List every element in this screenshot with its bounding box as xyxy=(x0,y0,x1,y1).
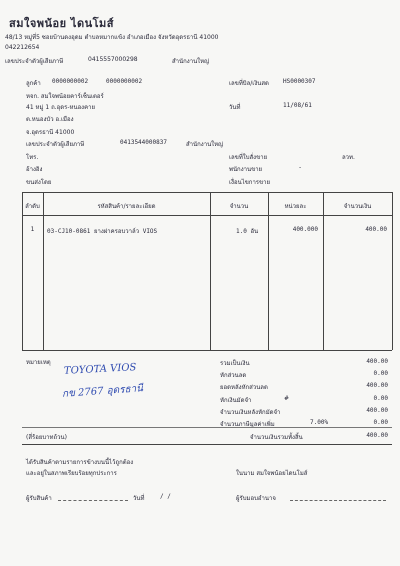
doc-date: 11/08/61 xyxy=(283,102,312,109)
customer-addr-2: ต.หนองบัว อ.เมือง xyxy=(26,116,74,123)
after-discount-value: 400.00 xyxy=(366,382,388,389)
row-no: 1 xyxy=(30,226,35,233)
handwritten-note-plate: กข 2767 อุดรธานี xyxy=(61,383,144,400)
customer-name: หจก. สมใจพน้อยคาร์เซ็นเตอร์ xyxy=(26,93,104,100)
vat-label: จำนวนภาษีมูลค่าเพิ่ม xyxy=(220,421,275,428)
row-unit: 400.000 xyxy=(292,226,318,233)
grand-total-value: 400.00 xyxy=(366,432,388,439)
discount-label: หักส่วนลด xyxy=(220,372,247,379)
doc-seller-no-value: ลวท. xyxy=(342,154,355,161)
row-desc: 03-CJ10-0861 ยางฝาครอบวาล์ว VIOS xyxy=(47,228,158,235)
total-label: รวมเป็นเงิน xyxy=(220,360,250,367)
header-unit: หน่วยละ xyxy=(284,203,307,210)
authorized-label: ผู้รับมอบอำนาจ xyxy=(236,495,276,502)
customer-ship-label: ขนส่งโดย xyxy=(26,179,52,186)
company-name: สมใจพน้อย ไดนโมส์ xyxy=(9,17,115,30)
doc-date-label: วันที่ xyxy=(229,104,241,111)
header-amount: จำนวนเงิน xyxy=(343,203,372,210)
customer-branch: สำนักงานใหญ่ xyxy=(186,141,224,148)
doc-salesman-label: พนักงานขาย xyxy=(229,166,263,173)
row-qty: 1.0 อัน xyxy=(236,228,259,235)
receive-date-value: / / xyxy=(160,493,171,500)
note-label: หมายเหตุ xyxy=(26,359,51,366)
deposit-hash: # xyxy=(284,395,290,402)
vat-value: 0.00 xyxy=(373,419,388,426)
doc-number-label: เลขที่บิล/เงินสด xyxy=(229,80,269,87)
after-discount-label: ยอดหลังหักส่วนลด xyxy=(220,384,268,391)
customer-addr-3: จ.อุดรธานี 41000 xyxy=(26,129,75,136)
company-phone: 042212654 xyxy=(5,44,40,51)
amount-in-words: (สี่ร้อยบาทถ้วน) xyxy=(26,434,67,441)
customer-addr-1: 41 หมู่ 1 ถ.อุดร-หนองคาย xyxy=(26,104,95,111)
doc-number: HS0000307 xyxy=(283,78,316,85)
company-tax-label: เลขประจำตัวผู้เสียภาษี xyxy=(5,58,64,65)
customer-ref-label: อ้างอิง xyxy=(26,166,43,173)
customer-tel-label: โทร. xyxy=(26,154,39,161)
doc-terms-label: เงื่อนไขการขาย xyxy=(229,179,271,186)
discount-value: 0.00 xyxy=(373,370,388,377)
header-desc: รหัสสินค้า/รายละเอียด xyxy=(97,203,156,210)
after-deposit-value: 400.00 xyxy=(366,407,388,414)
handwritten-note-model: TOYOTA VIOS xyxy=(63,362,137,377)
customer-code-label: ลูกค้า xyxy=(26,80,41,87)
total-value: 400.00 xyxy=(366,358,388,365)
company-tax-id: 0415557000298 xyxy=(88,56,138,63)
company-branch: สำนักงานใหญ่ xyxy=(172,58,210,65)
receipt-text-2: และอยู่ในสภาพเรียบร้อยทุกประการ xyxy=(26,470,117,477)
doc-salesman-value: - xyxy=(299,164,302,171)
customer-code: 0000000002 xyxy=(52,78,89,85)
customer-code-2: 0000000002 xyxy=(106,78,143,85)
receipt-text-1: ได้รับสินค้าตามรายการข้างบนนี้ไว้ถูกต้อง xyxy=(26,459,134,466)
after-deposit-label: จำนวนเงินหลังหักมัดจำ xyxy=(220,409,281,416)
header-qty: จำนวน xyxy=(229,203,249,210)
header-no: ลำดับ xyxy=(25,203,40,210)
receiver-label: ผู้รับสินค้า xyxy=(26,495,52,502)
company-address: 48/13 หมู่ที่5 ซอยบ้านดงอุดม ตำบลหมากแข้ง อำเภอเมือง จังหวัดอุดรธานี 41000 xyxy=(5,34,219,41)
customer-tax-id: 0413544000837 xyxy=(120,139,167,146)
customer-tax-label: เลขประจำตัวผู้เสียภาษี xyxy=(26,141,85,148)
doc-seller-no-label: เลขที่ใบสั่งขาย xyxy=(229,154,268,161)
grand-total-label: จำนวนเงินรวมทั้งสิ้น xyxy=(250,434,303,441)
vat-rate: 7.00% xyxy=(310,419,329,426)
company-signature-label: ในนาม สมใจพน้อยไดนโมส์ xyxy=(236,470,308,477)
deposit-value: 0.00 xyxy=(373,395,388,402)
deposit-label: หักเงินมัดจำ xyxy=(220,397,252,404)
row-amount: 400.00 xyxy=(365,226,387,233)
receive-date-label: วันที่ xyxy=(133,495,145,502)
